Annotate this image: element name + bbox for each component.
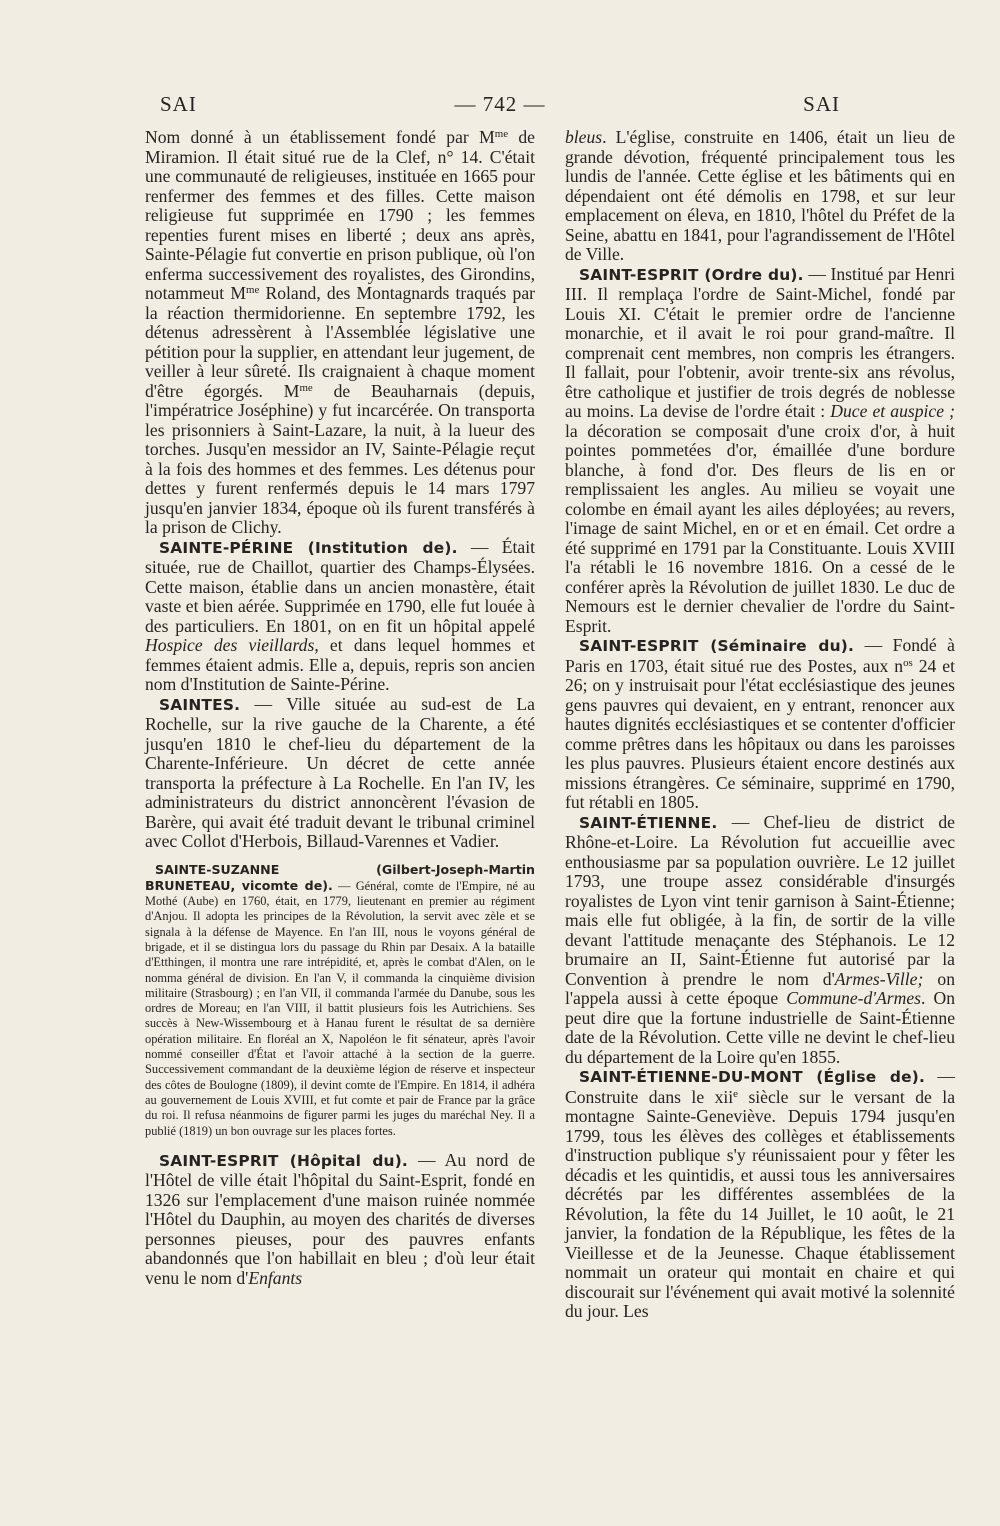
header-right: SAI [803, 92, 840, 116]
entry-heading: SAINTES. [159, 695, 241, 714]
entry-heading: SAINT-ESPRIT (Ordre du). [579, 265, 804, 284]
entry-saintes: SAINTES. — Ville située au sud-est de La Rochelle, sur la rive gauche de la Charente, a été jusqu'en 1810 le chef-lieu du département de la Charente-Inférieure. Un décret de cette année transporta la préfecture à La Rochelle. En l'an IV, les administrateurs du district annoncèrent l'évasion de Barère, qui avait été traduit devant le tribunal criminel avec Collot d'Herbois, Billaud-Varennes et Vadier. [145, 693, 535, 851]
page-number: — 742 — [454, 92, 546, 116]
entry-saint-esprit-seminaire: SAINT-ESPRIT (Séminaire du). — Fondé à Paris en 1703, était situé rue des Postes, aux $n^{os}$ 24 et 26; on y instruisait pour l'état ecclésiastique des jeunes gens pauvres qui devaient, en y entrant, renoncer aux hautes dignités ecclésiastiques et se contenter d'officier comme prêtres dans les hôpitaux ou dans les paroisses les plus pauvres. Plusieurs étaient encore destinés aux missions étrangères. Ce séminaire, supprimé en 1790, fut rétabli en 1805. [565, 635, 956, 812]
entry-saint-esprit-ordre: SAINT-ESPRIT (Ordre du). — Institué par Henri III. Il remplaça l'ordre de Saint-Michel, fondé par Louis XI. C'était le premier ordre de l'ancienne monarchie, et il avait le roi pour grand-maître. Il comprenait cent membres, non compris les étrangers. Il fallait, pour l'obtenir, avoir trente-six ans révolus, être catholique et justifier de trois degrés de noblesse au moins. La devise de l'ordre était : Duce et auspice ; la décoration se composait d'une croix d'or, à huit pointes pommetées d'or, émaillée d'une bordure blanche, à fond d'or. Des fleurs de lis en or remplissaient les angles. Au milieu se voyait une colombe en émail ayant les ailes déployées; au revers, l'image de saint Michel, en or et en émail. Cet ordre a été supprimé en 1791 par la Constituante. Louis XVIII l'a rétabli le 16 novembre 1816. On a cessé de le conférer après la Révolution de juillet 1830. Le duc de Nemours est le dernier chevalier de l'ordre du Saint-Esprit. [565, 263, 956, 636]
header-left: SAI [160, 92, 197, 116]
right-column [565, 128, 955, 1322]
entry-heading: SAINT-ÉTIENNE-DU-MONT (Église de). [579, 1068, 926, 1086]
entry-heading: SAINTE-PÉRINE (Institution de). [159, 538, 458, 557]
entry-sainte-suzanne: SAINTE-SUZANNE (Gilbert-Joseph-Martin BRUNETEAU, vicomte de). — Général, comte de l'Empire, né au Mothé (Aube) en 1760, était, en 1779, lieutenant en premier au régiment d'Anjou. Il adopta les principes de la Révolution, la servit avec zèle et se signala à la défense de Mayence. En l'an III, nous le voyons général de brigade, et il se distingua lors du passage du Rhin par Desaix. A la bataille d'Etthingen, il montra une rare intrépidité, et, après le combat d'Alen, on le nomma général de division. En l'an V, il commanda la cinquième division militaire (Strasbourg) ; en l'an VII, il commanda l'armée du Danube, sous les ordres de Moreau; en l'an VIII, il battit plusieurs fois les Autrichiens. Ses succès à New-Wissembourg et à Hanau furent le résultat de sa dernière opération militaire. En floréal an X, Napoléon le fit sénateur, après l'avoir nommé conseiller d'État et l'avoir attaché à la section de la guerre. Successivement commandant de la deuxième légion de réserve et inspecteur des côtes de Boulogne (1809), il devint comte de l'Empire. En 1814, il adhéra au gouvernement de Louis XVIII, et fut comte et pair de France par la grâce du roi. Il refusa néanmoins de figurer parmi les juges du maréchal Ney. Il a publié (1819) un bon ouvrage sur les places fortes. [145, 861, 535, 1138]
entry-sainte-perine: SAINTE-PÉRINE (Institution de). — Était située, rue de Chaillot, quartier des Champs-Élysées. Cette maison, établie dans un ancien monastère, était vaste et bien aérée. Supprimée en 1790, elle fut louée à des particuliers. En 1801, on en fit un hôpital appelé Hospice des vieillards, et dans lequel hommes et femmes étaient admis. Elle a, depuis, repris son ancien nom d'Institution de Sainte-Périne. [145, 536, 535, 694]
entry-saint-esprit-hopital: SAINT-ESPRIT (Hôpital du). — Au nord de l'Hôtel de ville était l'hôpital du Saint-Esprit, fondé en 1326 sur l'emplacement d'une maison ruinée nommée l'Hôtel du Dauphin, au moyen des charités de diverses personnes pieuses, pour des pauvres enfants abandonnés que l'on habillait en bleu ; d'où leur était venu le nom d'Enfants [145, 1149, 536, 1288]
entry-heading: SAINTE-SUZANNE (Gilbert-Joseph-Martin BRUNETEAU, vicomte de). [145, 861, 535, 893]
left-column [145, 128, 535, 1288]
entry-saint-esprit-hopital-continued: bleus. L'église, construite en 1406, était un lieu de grande dévotion, fréquenté principalement tous les lundis de l'année. Cette église et les bâtiments qui en dépendaient ont été démolis en 1798, et sur leur emplacement on éleva, en 1810, l'hôtel du Préfet de la Seine, abattu en 1841, pour l'agrandissement de l'Hôtel de Ville. [565, 127, 955, 264]
entry-saint-etienne-du-mont: SAINT-ÉTIENNE-DU-MONT (Église de). — Construite dans le xii$^e$ siècle sur le versant de la montagne Sainte-Geneviève. Depuis 1794 jusqu'en 1799, tous les élèves des collèges et établissements d'instruction publique s'y réunissaient pour y fêter les décadis et les quintidis, et aussi tous les anniversaires décrétés par les différentes assemblées de la Révolution, la fête du 14 Juillet, le 10 août, le 21 janvier, la fondation de la République, les fêtes de la Vieillesse et de la Jeunesse. Chaque établissement nommait un orateur qui montait en chaire et qui discourait sur l'événement qui avait motivé la solennité du jour. Les [565, 1066, 955, 1321]
entry-sainte-pelagie-continued: Nom donné à un établissement fondé par $M^{me}$ de Miramion. Il était situé rue de la Clef, n° 14. C'était une communauté de religieuses, instituée en 1665 pour renfermer des femmes et des filles. Cette maison religieuse fut supprimée en 1790 ; les femmes repenties furent mises en liberté ; deux ans après, Sainte-Pélagie fut convertie en prison publique, où l'on enferma successivement des royalistes, des Girondins, notammeut $M^{me}$ Roland, des Montagnards traqués par la réaction thermidorienne. En septembre 1792, les détenus adressèrent à l'Assemblée législative une pétition pour la supplier, en attendant leur jugement, de veiller à leur sûreté. Ils craignaient à chaque moment d'être égorgés. $M^{me}$ de Beauharnais (depuis, l'impératrice Joséphine) y fut incarcérée. On transporta les prisonniers à Saint-Lazare, la nuit, à la lueur des torches. Jusqu'en messidor an IV, Sainte-Pélagie reçut à la fois des hommes et des femmes. Les détenus pour dettes y furent renfermés depuis le 14 mars 1797 jusqu'en janvier 1834, époque où ils furent transférés à la prison de Clichy. [145, 127, 535, 537]
entry-saint-etienne: SAINT-ÉTIENNE. — Chef-lieu de district de Rhône-et-Loire. La Révolution fut accueillie avec enthousiasme par sa population ouvrière. Le 12 juillet 1793, une troupe assez considérable d'insurgés royalistes de Lyon vint tenir garnison à Saint-Étienne; mais elle fut obligée, à la fin, de sortir de la ville devant l'attitude menaçante des Stéphanois. Le 12 brumaire an II, Saint-Étienne fut autorisé par la Convention à prendre le nom d'Armes-Ville; on l'appela aussi à cette époque Commune-d'Armes. On peut dire que la fortune industrielle de Saint-Étienne date de la Révolution. Cette ville ne devint le chef-lieu du département de la Loire qu'en 1855. [565, 811, 955, 1067]
running-header [160, 88, 840, 122]
entry-heading: SAINT-ESPRIT (Séminaire du). [579, 637, 855, 655]
entry-heading: SAINT-ÉTIENNE. [579, 813, 718, 832]
entry-heading: SAINT-ESPRIT (Hôpital du). [159, 1151, 408, 1170]
